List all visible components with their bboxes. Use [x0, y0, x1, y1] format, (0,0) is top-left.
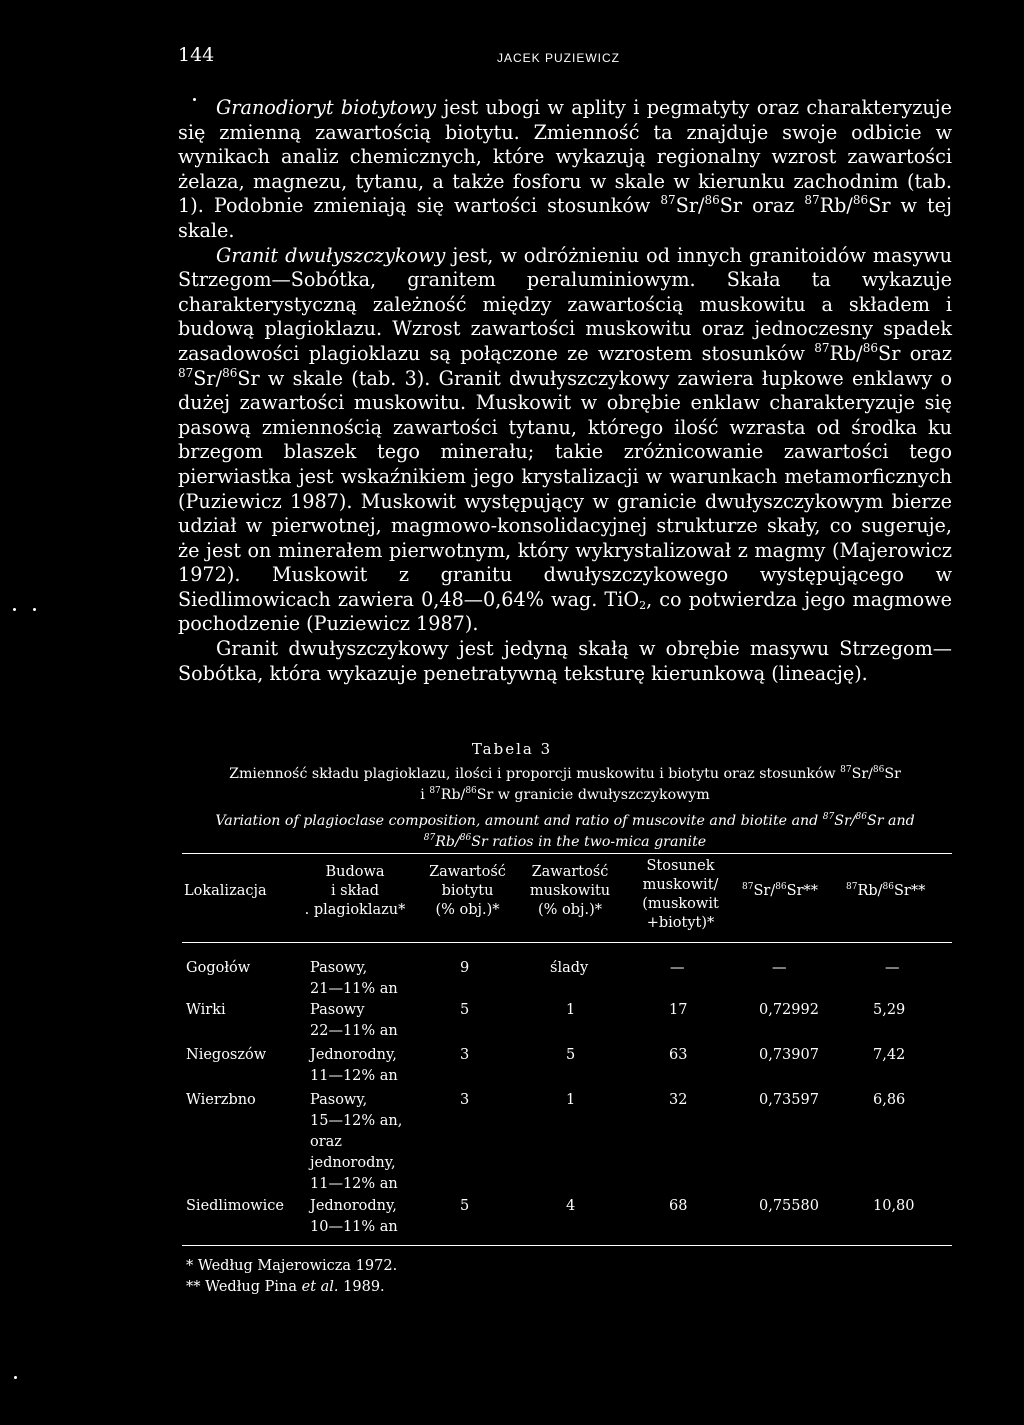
scan-speck: [33, 608, 36, 611]
footnote-1: * Według Majerowicza 1972.: [186, 1258, 398, 1274]
header-sr-ratio: $^{87}$Sr/$^{86}$Sr**: [742, 882, 819, 899]
table-bottom-rule: [182, 1245, 952, 1246]
header-muskowit: Zawartość muskowitu (% obj.)*: [529, 864, 611, 918]
table-header-rule: [182, 942, 952, 943]
term-granit-dwulyszczykowy: Granit dwułyszczykowy: [216, 243, 446, 267]
header-lokalizacja: Lokalizacja: [184, 883, 267, 899]
header-budowa: Budowa i skład . plagioklazu*: [304, 864, 406, 918]
document-page: 144 JACEK PUZIEWICZ Granodioryt biotytowy jest ubogi w aplity i pegmatyty oraz charakteryzuje się zmienną zawartością biotytu. Zmienność ta znajduje swoje odbicie w wynikach analiz chemicznych, które wykazują regionalny wzrost zawartości żelaza, magnezu, tytanu, a także fosforu w skale w kierunku zachodnim (tab. 1). Podobnie zmieniają się wartości stosunków $^{87}$Sr/$^{86}$Sr oraz $^{87}$Rb/$^{86}$Sr w tej skale. Granit dwułyszczykowy jest, w odróżnieniu od innych granitoidów masywu Strzegom—Sobótka, granitem peraluminiowym. Skała ta wykazuje charakterystyczną zależność między zawartością muskowitu a składem i budową plagioklazu. Wzrost zawartości muskowitu oraz jednoczesny spadek zasadowości plagioklazu są połączone ze wzrostem stosunków $^{87}$Rb/$^{86}$Sr oraz $^{87}$Sr/$^{86}$Sr w skale (tab. 3). Granit dwułyszczykowy zawiera łupkowe enklawy o dużej zawartości muskowitu. Muskowit w obrębie enklaw charakteryzuje się pasową zmiennością zawartości tytanu, którego ilość wzrasta od środka ku brzegom blaszek tego minerału; takie zróżnicowanie zawartości tego pierwiastka jest wskaźnikiem jego krystalizacji w warunkach metamorficznych (Puziewicz 1987). Muskowit występujący w granicie dwułyszczykowym bierze udział w pierwotnej, magmowo-konsolidacyjnej strukturze skały, co sugeruje, że jest on minerałem pierwotnym, który wykrystalizował z magmy (Majerowicz 1972). Muskowit z granitu dwułyszczykowego występującego w Siedlimowicach zawiera 0,48—0,64% wag. TiO$_2$, co potwierdza jego magmowe pochodzenie (Puziewicz 1987). Granit dwułyszczykowy jest jedyną skałą w obrębie masywu Strzegom—Sobótka, która wykazuje penetratywną teksturę kierunkową (lineację). Tabela 3 Zmienność składu plagioklazu, ilości i proporcji muskowitu i biotytu oraz stosunków $^{87}$Sr/$^{86}$Sr i $^{87}$Rb/$^{86}$Sr w granicie dwułyszczykowym Variation of plagioclase composition, amount and ratio of muscovite and biotite and $^{87}$Sr/$^{86}$Sr and $^{87}$Rb/$^{86}$Sr ratios in the two-mica granite Lokalizacja Budowa i skład . plagioklazu* Zawartość biotytu (% obj.)* Zawartość muskowitu (% obj.)* Stosunek muskowit/ (muskowit +biotyt)* $^{87}$Sr/$^{86}$Sr** $^{87}$Rb/$^{86}$Sr** Gogołów Pasowy, 21—11% an 9 ślady — — — Wirki Pasowy 22—11% an 5 1 17 0,72992 5,29 Niegoszów Jednorodny, 11—12% an 3 5 63 0,73907 7,42 Wierzbno Pasowy, 15—12% an, oraz jednorodny, 11—12% an 3 1 32 0,73597 6,86 Siedlimowice Jednorodny, 10—11% an 5 4 68 0,75580 10,80 * Według Majerowicza 1972. ** Według Pina et al. 1989.: [0, 0, 1024, 1425]
paragraph-granit-dwulyszczykowy: Granit dwułyszczykowy jest, w odróżnieniu od innych granitoidów masywu Strzegom—Sobótka, granitem peraluminiowym. Skała ta wykazuje charakterystyczną zależność między zawartością muskowitu a składem i budową plagioklazu. Wzrost zawartości muskowitu oraz jednoczesny spadek zasadowości plagioklazu są połączone ze wzrostem stosunków $^{87}$Rb/$^{86}$Sr oraz $^{87}$Sr/$^{86}$Sr w skale (tab. 3). Granit dwułyszczykowy zawiera łupkowe enklawy o dużej zawartości muskowitu. Muskowit w obrębie enklaw charakteryzuje się pasową zmiennością zawartości tytanu, którego ilość wzrasta od środka ku brzegom blaszek tego minerału; takie zróżnicowanie zawartości tego pierwiastka jest wskaźnikiem jego krystalizacji w warunkach metamorficznych (Puziewicz 1987). Muskowit występujący w granicie dwułyszczykowym bierze udział w pierwotnej, magmowo-konsolidacyjnej strukturze skały, co sugeruje, że jest on minerałem pierwotnym, który wykrystalizował z magmy (Majerowicz 1972). Muskowit z granitu dwułyszczykowego występującego w Siedlimowicach zawiera 0,48—0,64% wag. TiO$_2$, co potwierdza jego magmowe pochodzenie (Puziewicz 1987).: [178, 243, 952, 636]
header-stosunek: Stosunek muskowit/ (muskowit +biotyt)*: [642, 858, 719, 931]
table-top-rule: [182, 853, 952, 854]
term-granodioryt: Granodioryt biotytowy: [216, 96, 436, 119]
header-rb-ratio: $^{87}$Rb/$^{86}$Sr**: [846, 882, 926, 899]
scan-speck: [13, 608, 16, 611]
footnote-2: ** Według Pina et al. 1989.: [186, 1279, 385, 1295]
scan-speck: [193, 98, 196, 101]
table-title: Tabela 3: [471, 740, 553, 758]
table-caption-en: Variation of plagioclase composition, amount and ratio of muscovite and biotite and $^{87}$Sr/$^{86}$Sr and $^{87}$Rb/$^{86}$Sr ratios in the two-mica granite: [215, 812, 915, 850]
table-caption-pl: Zmienność składu plagioklazu, ilości i proporcji muskowitu i biotytu oraz stosunków $^{87}$Sr/$^{86}$Sr i $^{87}$Rb/$^{86}$Sr w granicie dwułyszczykowym: [229, 765, 901, 803]
body-text: [178, 96, 952, 686]
paragraph-lineacja: Granit dwułyszczykowy jest jedyną skałą w obrębie masywu Strzegom—Sobótka, która wykazuje penetratywną teksturę kierunkową (lineację).: [178, 637, 952, 685]
page-number: 144: [178, 44, 215, 66]
scan-speck: [14, 1376, 17, 1379]
paragraph-granodioryt: Granodioryt biotytowy jest ubogi w aplity i pegmatyty oraz charakteryzuje się zmienną zawartością biotytu. Zmienność ta znajduje swoje odbicie w wynikach analiz chemicznych, które wykazują regionalny wzrost zawartości żelaza, magnezu, tytanu, a także fosforu w skale w kierunku zachodnim (tab. 1). Podobnie zmieniają się wartości stosunków $^{87}$Sr/$^{86}$Sr oraz $^{87}$Rb/$^{86}$Sr w tej skale.: [178, 96, 952, 242]
running-header-author: JACEK PUZIEWICZ: [497, 51, 621, 65]
header-biotyt: Zawartość biotytu (% obj.)*: [429, 864, 506, 918]
